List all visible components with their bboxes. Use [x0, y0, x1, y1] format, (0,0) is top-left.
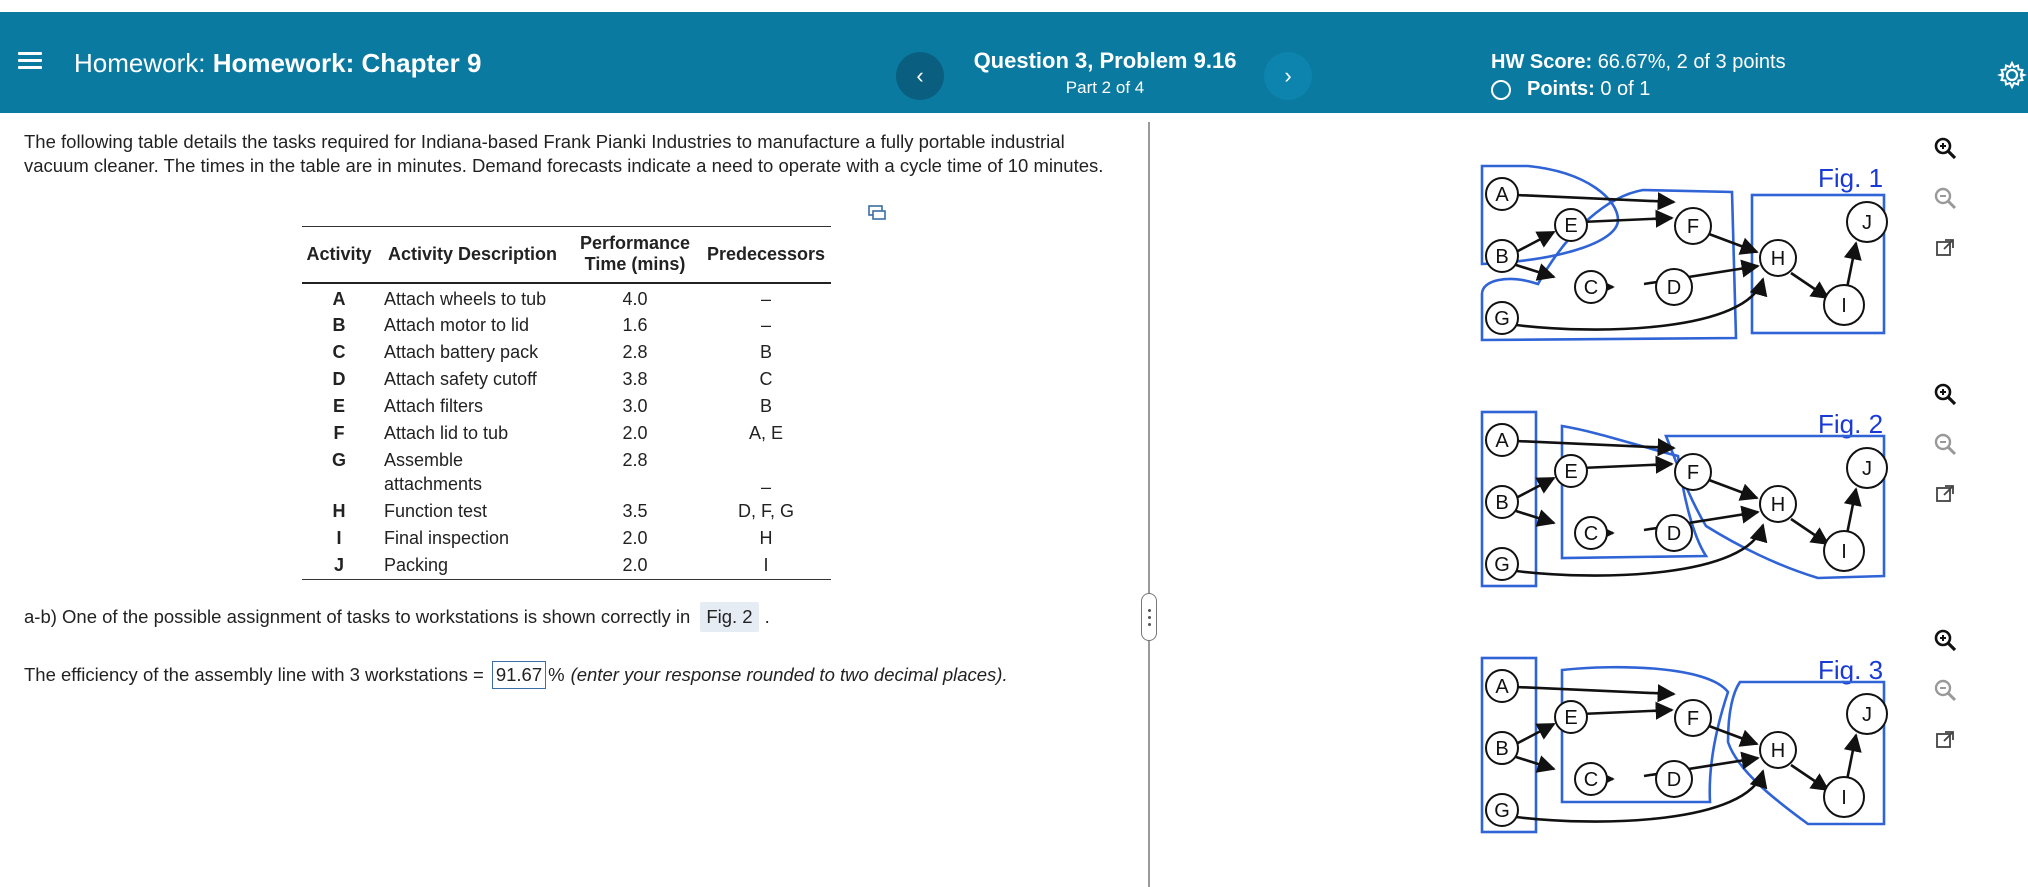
svg-text:G: G	[1494, 800, 1510, 822]
fig-2-node-i	[1824, 531, 1864, 571]
cell-time: 2.8	[622, 341, 648, 362]
fig-3-node-c	[1575, 763, 1607, 795]
fig-2-node-e	[1555, 455, 1587, 487]
zoom-out-icon[interactable]	[1928, 181, 1962, 215]
points-status-icon	[1491, 80, 1511, 100]
fig-2-node-c	[1575, 517, 1607, 549]
efficiency-answer-input[interactable]: 91.67	[492, 661, 546, 689]
svg-text:I: I	[1841, 295, 1847, 317]
svg-text:A: A	[1495, 676, 1509, 698]
svg-text:H: H	[1770, 740, 1786, 762]
fig-1-node-j	[1847, 202, 1887, 242]
fig-1-label: Fig. 1	[1818, 163, 1884, 193]
cell-predecessors: B	[759, 395, 772, 416]
cell-time: 3.8	[622, 368, 648, 389]
cell-time: 2.0	[622, 527, 648, 548]
svg-text:A: A	[1495, 184, 1509, 206]
fig-1-node-e	[1555, 209, 1587, 241]
cell-activity: H	[332, 500, 346, 521]
cell-predecessors: –	[760, 314, 771, 335]
cell-description: Attach wheels to tub	[384, 288, 547, 309]
cell-predecessors: C	[759, 368, 773, 389]
cell-predecessors: B	[759, 341, 772, 362]
cell-predecessors: –	[760, 476, 771, 497]
cell-description: Attach safety cutoff	[384, 368, 537, 389]
cell-description: Packing	[384, 554, 449, 575]
efficiency-question	[24, 661, 1008, 689]
fig-2-node-j	[1847, 448, 1887, 488]
zoom-in-icon[interactable]	[1928, 377, 1962, 411]
cell-activity: B	[332, 314, 346, 335]
cell-activity: E	[332, 395, 345, 416]
zoom-in-icon[interactable]	[1928, 131, 1962, 165]
fig-1-node-d	[1656, 269, 1692, 305]
cell-predecessors: H	[759, 527, 773, 548]
fig-3-node-e	[1555, 701, 1587, 733]
cell-time: 4.0	[622, 288, 648, 309]
tasks-table	[302, 226, 831, 580]
popup-window-icon[interactable]	[868, 205, 886, 221]
zoom-in-icon[interactable]	[1928, 623, 1962, 657]
fig-1-node-g	[1486, 302, 1518, 334]
svg-text:H: H	[1770, 494, 1786, 516]
svg-text:C: C	[1583, 769, 1599, 791]
svg-text:E: E	[1564, 707, 1578, 729]
fig-3-node-j	[1847, 694, 1887, 734]
svg-text:E: E	[1564, 461, 1578, 483]
fig-1-node-c	[1575, 271, 1607, 303]
open-in-new-window-icon[interactable]	[1928, 477, 1962, 511]
fig-1-node-f	[1675, 208, 1711, 244]
fig-1-node-i	[1824, 285, 1864, 325]
hw-score	[1491, 51, 1786, 74]
svg-text:G: G	[1494, 308, 1510, 330]
question-part: Part 2 of 4	[1065, 78, 1145, 97]
fig-3-node-h	[1760, 732, 1796, 768]
figure-1	[1478, 160, 1890, 345]
cell-predecessors: –	[760, 288, 771, 309]
cell-description: Final inspection	[384, 527, 510, 548]
fig-2-node-a	[1486, 424, 1518, 456]
hw-score-label: HW Score:	[1491, 51, 1593, 73]
svg-text:D: D	[1666, 277, 1682, 299]
header-activity: Activity	[306, 243, 372, 264]
top-strip	[0, 0, 2028, 12]
zoom-out-icon[interactable]	[1928, 427, 1962, 461]
question-panel	[0, 113, 1148, 887]
cell-activity: C	[332, 341, 346, 362]
fig-3-label: Fig. 3	[1818, 655, 1884, 685]
resize-handle[interactable]	[1141, 593, 1157, 641]
header-time-line2: Time (mins)	[584, 254, 686, 275]
question-ab-suffix: .	[764, 606, 770, 627]
cell-description: Attach motor to lid	[384, 314, 530, 335]
cell-time: 3.0	[622, 395, 648, 416]
cell-activity: F	[333, 422, 345, 443]
cell-activity: G	[331, 449, 346, 470]
table-row	[302, 394, 831, 421]
svg-text:H: H	[1770, 248, 1786, 270]
cell-time: 1.6	[622, 314, 648, 335]
fig-3-node-i	[1824, 777, 1864, 817]
figure-answer-chip[interactable]: Fig. 2	[700, 602, 758, 632]
cell-activity: D	[332, 368, 346, 389]
table-row	[302, 367, 831, 394]
table-row	[302, 421, 831, 448]
question-title: Question 3, Problem 9.16	[973, 48, 1237, 73]
gear-icon[interactable]	[1997, 60, 2027, 90]
previous-question-button[interactable]: ‹	[896, 52, 944, 100]
panel-divider	[1148, 122, 1150, 887]
svg-text:C: C	[1583, 277, 1599, 299]
table-row	[302, 313, 831, 340]
question-ab-text: a-b) One of the possible assignment of tasks to workstations is shown correctly in	[24, 606, 691, 627]
points-label: Points:	[1527, 78, 1595, 100]
fig-1-node-b	[1486, 240, 1518, 272]
fig-2-node-f	[1675, 454, 1711, 490]
fig-1-node-h	[1760, 240, 1796, 276]
svg-text:D: D	[1666, 523, 1682, 545]
svg-text:E: E	[1564, 215, 1578, 237]
cell-predecessors: D, F, G	[737, 500, 794, 521]
table-row	[302, 340, 831, 367]
figure-3	[1478, 652, 1890, 837]
header-bar	[0, 12, 2028, 113]
fig-3-node-f	[1675, 700, 1711, 736]
header-predecessors: Predecessors	[706, 243, 826, 264]
svg-text:D: D	[1666, 769, 1682, 791]
cell-activity: A	[332, 288, 346, 309]
homework-name: Homework: Chapter 9	[212, 48, 482, 78]
homework-title	[74, 48, 481, 79]
fig-2-label: Fig. 2	[1818, 409, 1884, 439]
table-row	[302, 553, 831, 580]
efficiency-hint: (enter your response rounded to two decimal places).	[570, 664, 1008, 685]
hw-score-value: 66.67%, 2 of 3 points	[1597, 51, 1786, 73]
cell-description: Assemble attachments	[384, 449, 483, 494]
cell-time: 2.0	[622, 422, 648, 443]
svg-text:B: B	[1495, 492, 1509, 514]
svg-text:C: C	[1583, 523, 1599, 545]
svg-text:I: I	[1841, 787, 1847, 809]
efficiency-text: The efficiency of the assembly line with 3 workstations =	[24, 664, 484, 685]
svg-text:A: A	[1495, 430, 1509, 452]
cell-description: Attach battery pack	[384, 341, 539, 362]
cell-time: 2.0	[622, 554, 648, 575]
svg-text:F: F	[1686, 216, 1700, 238]
open-in-new-window-icon[interactable]	[1928, 231, 1962, 265]
table-row	[302, 499, 831, 526]
cell-predecessors: A, E	[748, 422, 783, 443]
cell-description: Function test	[384, 500, 488, 521]
fig-2-node-b	[1486, 486, 1518, 518]
fig-3-node-d	[1656, 761, 1692, 797]
header-time-line1: Performance	[579, 233, 691, 254]
svg-text:I: I	[1841, 541, 1847, 563]
question-ab	[24, 602, 770, 632]
figure-2	[1478, 406, 1890, 591]
cell-activity: I	[336, 527, 342, 548]
fig-2-node-d	[1656, 515, 1692, 551]
cell-description: Attach lid to tub	[384, 422, 509, 443]
table-row	[302, 448, 831, 499]
fig-2-node-h	[1760, 486, 1796, 522]
points	[1491, 78, 1650, 101]
cell-time: 3.5	[622, 500, 648, 521]
cell-description: Attach filters	[384, 395, 484, 416]
intro-text: The following table details the tasks required for Indiana-based Frank Pianki Industries to manufacture a fully portable industrial vacuum cleaner. The times in the table are in minutes. Demand forecasts indicate a need to operate with a cycle time of 10 minutes.	[24, 131, 1104, 176]
svg-text:B: B	[1495, 738, 1509, 760]
cell-predecessors: I	[763, 554, 769, 575]
points-value: 0 of 1	[1600, 78, 1651, 100]
fig-3-node-a	[1486, 670, 1518, 702]
svg-text:B: B	[1495, 246, 1509, 268]
zoom-out-icon[interactable]	[1928, 673, 1962, 707]
cell-activity: J	[333, 554, 344, 575]
svg-text:G: G	[1494, 554, 1510, 576]
table-header-row	[302, 227, 831, 283]
homework-label: Homework:	[74, 48, 206, 78]
cell-time: 2.8	[622, 449, 648, 470]
svg-text:F: F	[1686, 462, 1700, 484]
table-row	[302, 526, 831, 553]
svg-text:J: J	[1862, 704, 1872, 726]
next-question-button[interactable]: ›	[1264, 52, 1312, 100]
open-in-new-window-icon[interactable]	[1928, 723, 1962, 757]
fig-3-node-b	[1486, 732, 1518, 764]
fig-1-node-a	[1486, 178, 1518, 210]
efficiency-unit: %	[548, 664, 565, 685]
fig-3-node-g	[1486, 794, 1518, 826]
header-time	[569, 227, 701, 283]
svg-text:J: J	[1862, 458, 1872, 480]
svg-text:F: F	[1686, 708, 1700, 730]
svg-text:J: J	[1862, 212, 1872, 234]
fig-2-node-g	[1486, 548, 1518, 580]
hamburger-menu-icon[interactable]	[18, 49, 42, 73]
header-description: Activity Description	[387, 243, 558, 264]
table-row	[302, 283, 831, 313]
